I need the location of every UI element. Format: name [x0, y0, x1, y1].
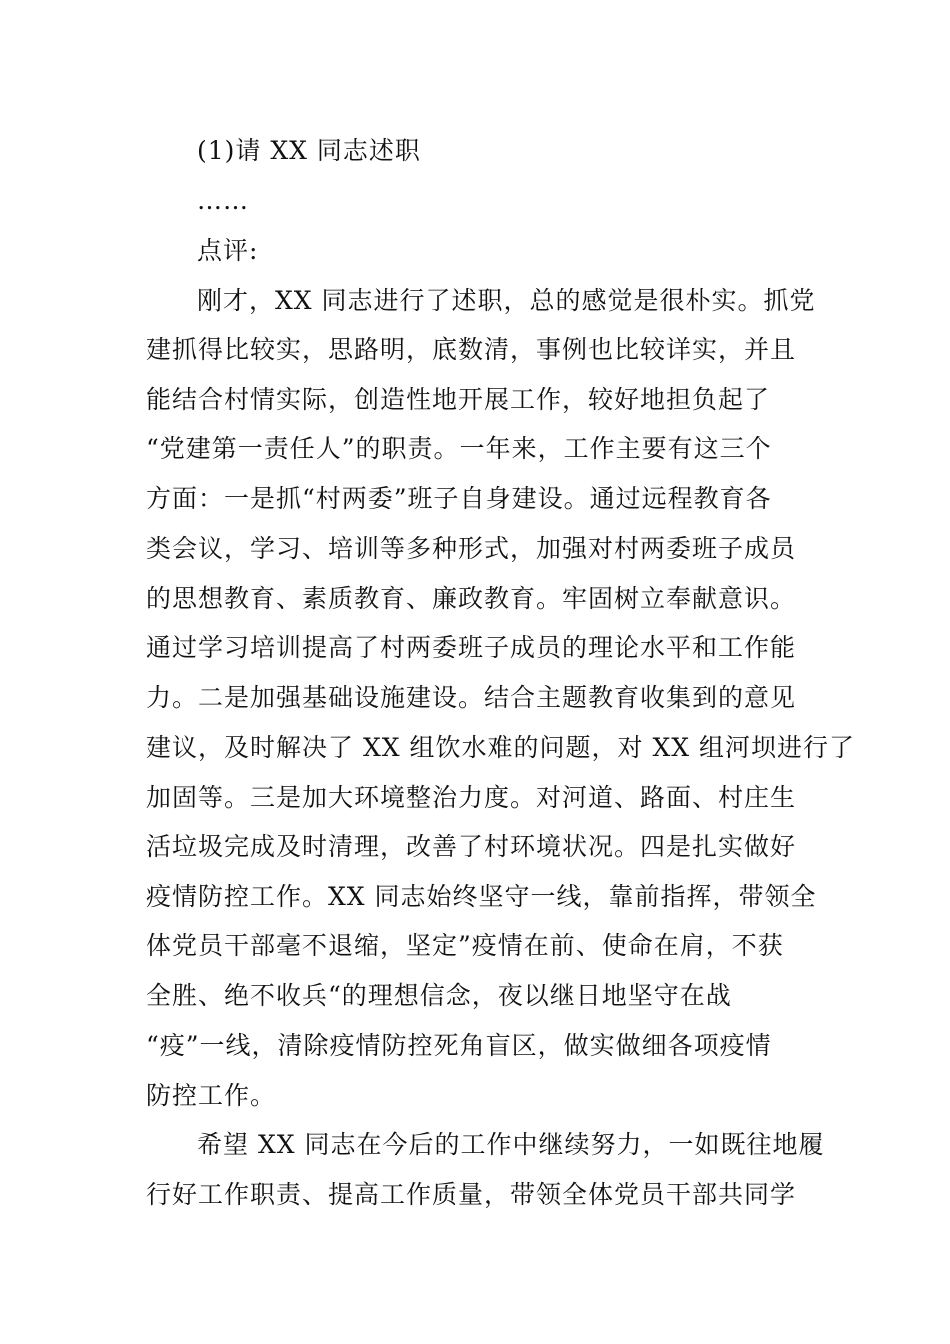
paragraph-1-line-13: 疫情防控工作。XX 同志始终坚守一线，靠前指挥，带领全 [146, 882, 817, 911]
paragraph-1-line-6: 类会议，学习、培训等多种形式，加强对村两委班子成员 [146, 534, 797, 563]
paragraph-1-line-1: 刚才，XX 同志进行了述职，总的感觉是很朴实。抓党 [197, 286, 816, 315]
paragraph-1-line-5: 方面：一是抓“村两委”班子自身建设。通过远程教育各 [146, 484, 772, 513]
paragraph-1-line-15: 全胜、绝不收兵“的理想信念，夜以继日地坚守在战 [146, 981, 732, 1010]
paragraph-1-line-12: 活垃圾完成及时清理，改善了村环境状况。四是扎实做好 [146, 832, 797, 861]
heading-line: (1)请 XX 同志述职 [197, 136, 421, 165]
comment-label: 点评: [197, 236, 259, 265]
paragraph-1-line-14: 体党员干部毫不退缩，坚定”疫情在前、使命在肩，不获 [146, 931, 784, 960]
paragraph-1-line-4: “党建第一责任人”的职责。一年来，工作主要有这三个 [146, 434, 772, 463]
paragraph-1-line-7: 的思想教育、素质教育、廉政教育。牢固树立奉献意识。 [146, 584, 797, 613]
paragraph-1-line-2: 建抓得比较实，思路明，底数清，事例也比较详实，并且 [146, 335, 797, 364]
paragraph-1-line-3: 能结合村情实际，创造性地开展工作，较好地担负起了 [146, 385, 771, 414]
paragraph-1-line-17: 防控工作。 [146, 1081, 277, 1110]
paragraph-2-line-1: 希望 XX 同志在今后的工作中继续努力，一如既往地履 [197, 1130, 825, 1159]
paragraph-1-line-11: 加固等。三是加大环境整治力度。对河道、路面、村庄生 [146, 783, 797, 812]
ellipsis-line: …… [197, 186, 249, 215]
paragraph-1-line-9: 力。二是加强基础设施建设。结合主题教育收集到的意见 [146, 683, 797, 712]
paragraph-2-line-2: 行好工作职责、提高工作质量，带领全体党员干部共同学 [146, 1180, 797, 1209]
paragraph-1-line-16: “疫”一线，清除疫情防控死角盲区，做实做细各项疫情 [146, 1031, 772, 1060]
paragraph-1-line-8: 通过学习培训提高了村两委班子成员的理论水平和工作能 [146, 633, 797, 662]
paragraph-1-line-10: 建议，及时解决了 XX 组饮水难的问题，对 XX 组河坝进行了 [146, 733, 855, 762]
